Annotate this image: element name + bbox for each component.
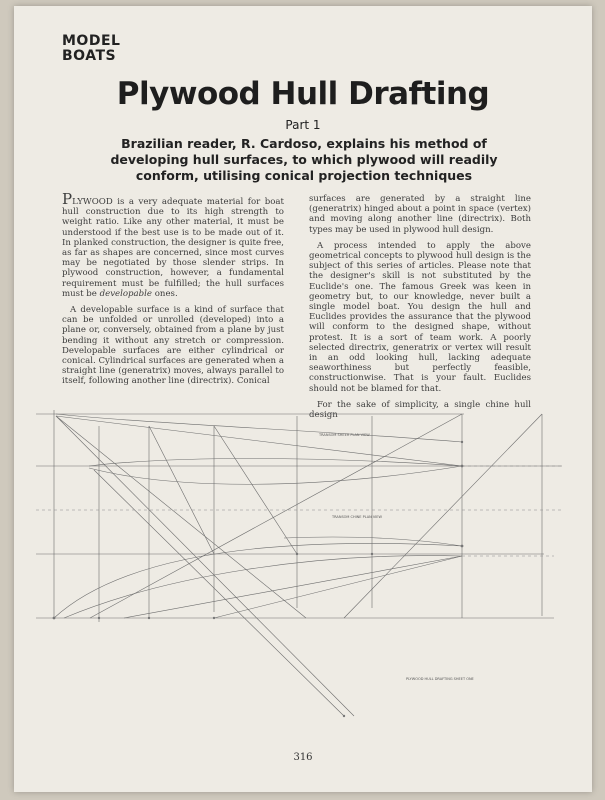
- paragraph: A developable surface is a kind of surface that can be unfolded or unrolled (developed) into a plane or, conversely, obtained from a plane by just bending it without any stretch or compression. Developable surfaces are either cylindrical or conical. Cylindrical surfaces are generated when a straight line (generatrix) moves, always parallel to itself, following another line (directrix). Conical: [62, 305, 284, 387]
- hull-drafting-drawing: [14, 386, 592, 726]
- drop-cap: P: [62, 190, 73, 208]
- article-title: Plywood Hull Drafting: [116, 76, 490, 112]
- paragraph: surfaces are generated by a straight line (generatrix) hinged about a point in space (vertex) and moving along another line (directrix). Both types may be used in plywood hull design.: [309, 194, 531, 235]
- drawing-caption: PLYWOOD HULL DRAFTING SHEET ONE: [406, 677, 474, 681]
- article-part: Part 1: [285, 118, 321, 132]
- label-chine: TRANSOM CHINE PLAN VIEW: [332, 515, 382, 519]
- body-column-left: [62, 190, 284, 393]
- section-label: MODEL BOATS: [62, 33, 121, 64]
- paragraph: PLYWOOD is a very adequate material for boat hull construction due to its high strength to weight ratio. Like any other material, it must be understood if the best use is to be made out of it. In planked construction, the designer is quite free, as far as shapes are concerned, since most curves may be negotiated by those slender strips. In plywood construction, however, a fundamental requirement must be fulfilled; the hull surfaces must be developable ones.: [62, 190, 284, 299]
- lead-word: LYWOOD: [72, 197, 113, 207]
- page-number: 316: [293, 752, 313, 763]
- label-sheer: TRANSOM SHEER PLAN VIEW: [319, 433, 370, 437]
- magazine-page: [14, 6, 592, 792]
- paragraph: A process intended to apply the above geometrical concepts to plywood hull design is the subject of this series of articles. Please note that the designer's skill is not substituted by the Euclide's one. The famous Greek was keen in geometry but, to our knowledge, never built a single model boat. You design the hull and Euclides provides the assurance that the plywood will conform to the designed shape, without protest. It is a sort of team work. A poorly selected directrix, generatrix or vertex will result in an odd looking hull, lacking adequate seaworthiness but perfectly feasible, constructionwise. That is your fault. Euclides should not be blamed for that.: [309, 240, 531, 394]
- paragraph: For the sake of simplicity, a single chine hull design: [309, 399, 531, 421]
- article-subtitle: Brazilian reader, R. Cardoso, explains his method of developing hull surfaces, to which plywood will readily conform, utilising conical projection techniques: [110, 136, 498, 183]
